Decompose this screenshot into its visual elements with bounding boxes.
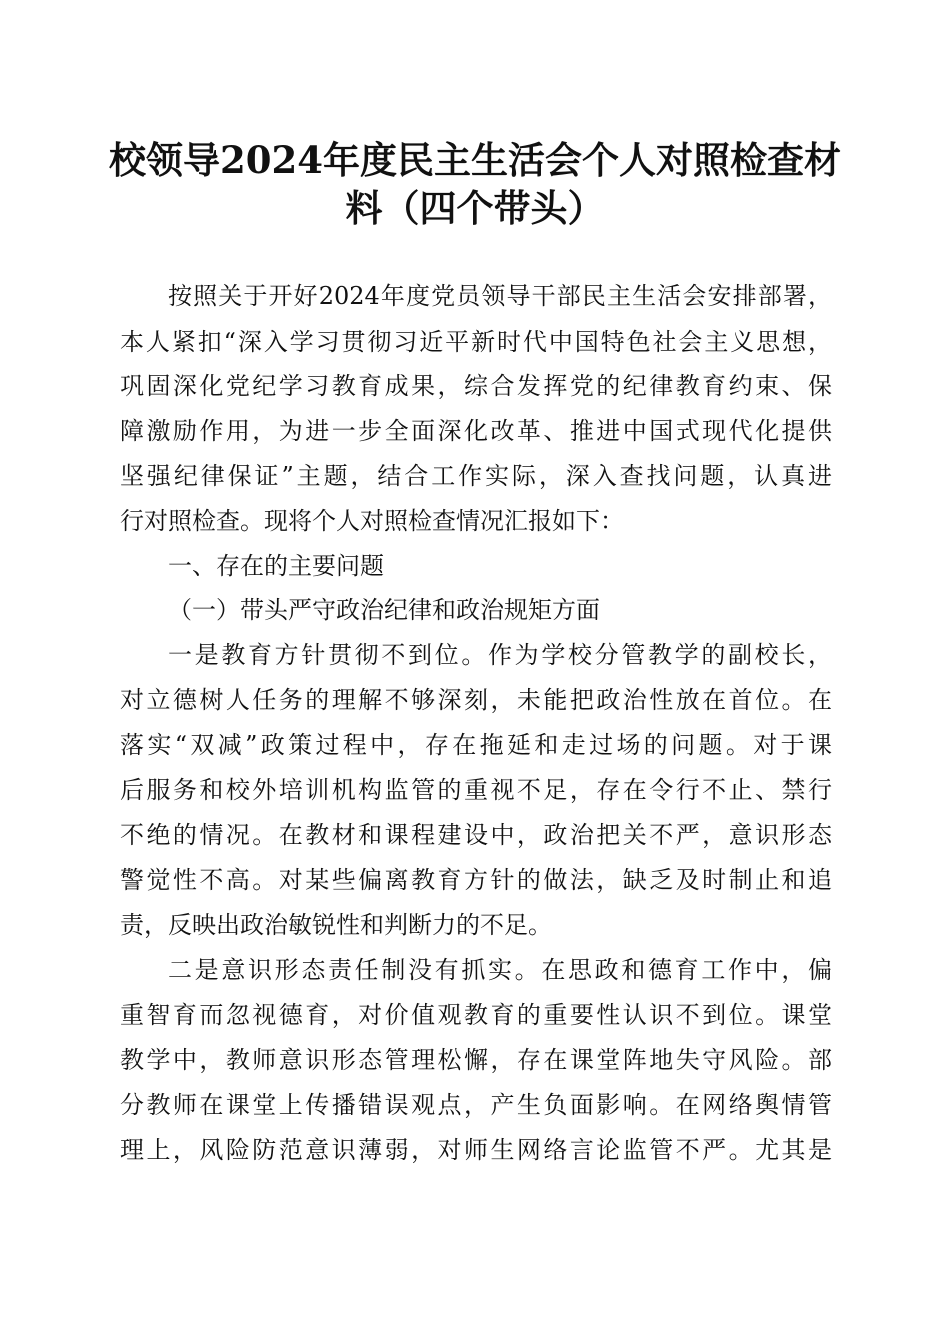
paragraph-line: 落实“双减”政策过程中，存在拖延和走过场的问题。对于课 — [120, 731, 832, 759]
paragraph-line: 责，反映出政治敏锐性和判断力的不足。 — [120, 911, 552, 939]
paragraph-line: 后服务和校外培训机构监管的重视不足，存在令行不止、禁行 — [120, 776, 832, 804]
paragraph-line: 对立德树人任务的理解不够深刻，未能把政治性放在首位。在 — [120, 686, 832, 714]
intro-line: 按照关于开好2024年度党员领导干部民主生活会安排部署， — [168, 282, 832, 310]
paragraph-line: 一是教育方针贯彻不到位。作为学校分管教学的副校长， — [168, 641, 832, 669]
document-title-line-2: 料（四个带头） — [345, 186, 605, 230]
paragraph-line: 分教师在课堂上传播错误观点，产生负面影响。在网络舆情管 — [120, 1091, 832, 1119]
intro-line: 本人紧扣“深入学习贯彻习近平新时代中国特色社会主义思想， — [120, 328, 832, 356]
subsection-heading: （一）带头严守政治纪律和政治规矩方面 — [168, 596, 600, 624]
intro-line: 障激励作用，为进一步全面深化改革、推进中国式现代化提供 — [120, 417, 832, 445]
paragraph-line: 理上，风险防范意识薄弱，对师生网络言论监管不严。尤其是 — [120, 1136, 832, 1164]
paragraph-line: 警觉性不高。对某些偏离教育方针的做法，缺乏及时制止和追 — [120, 866, 832, 894]
document-title-line-1: 校领导2024年度民主生活会个人对照检查材 — [109, 138, 841, 182]
paragraph-line: 重智育而忽视德育，对价值观教育的重要性认识不到位。课堂 — [120, 1001, 832, 1029]
intro-line: 巩固深化党纪学习教育成果，综合发挥党的纪律教育约束、保 — [120, 372, 832, 400]
paragraph-line: 教学中，教师意识形态管理松懈，存在课堂阵地失守风险。部 — [120, 1046, 832, 1074]
paragraph-line: 二是意识形态责任制没有抓实。在思政和德育工作中，偏 — [168, 956, 832, 984]
intro-line: 坚强纪律保证”主题，结合工作实际，深入查找问题，认真进 — [120, 462, 832, 490]
paragraph-line: 不绝的情况。在教材和课程建设中，政治把关不严，意识形态 — [120, 821, 832, 849]
intro-line: 行对照检查。现将个人对照检查情况汇报如下： — [120, 507, 624, 535]
section-heading: 一、存在的主要问题 — [168, 552, 384, 580]
